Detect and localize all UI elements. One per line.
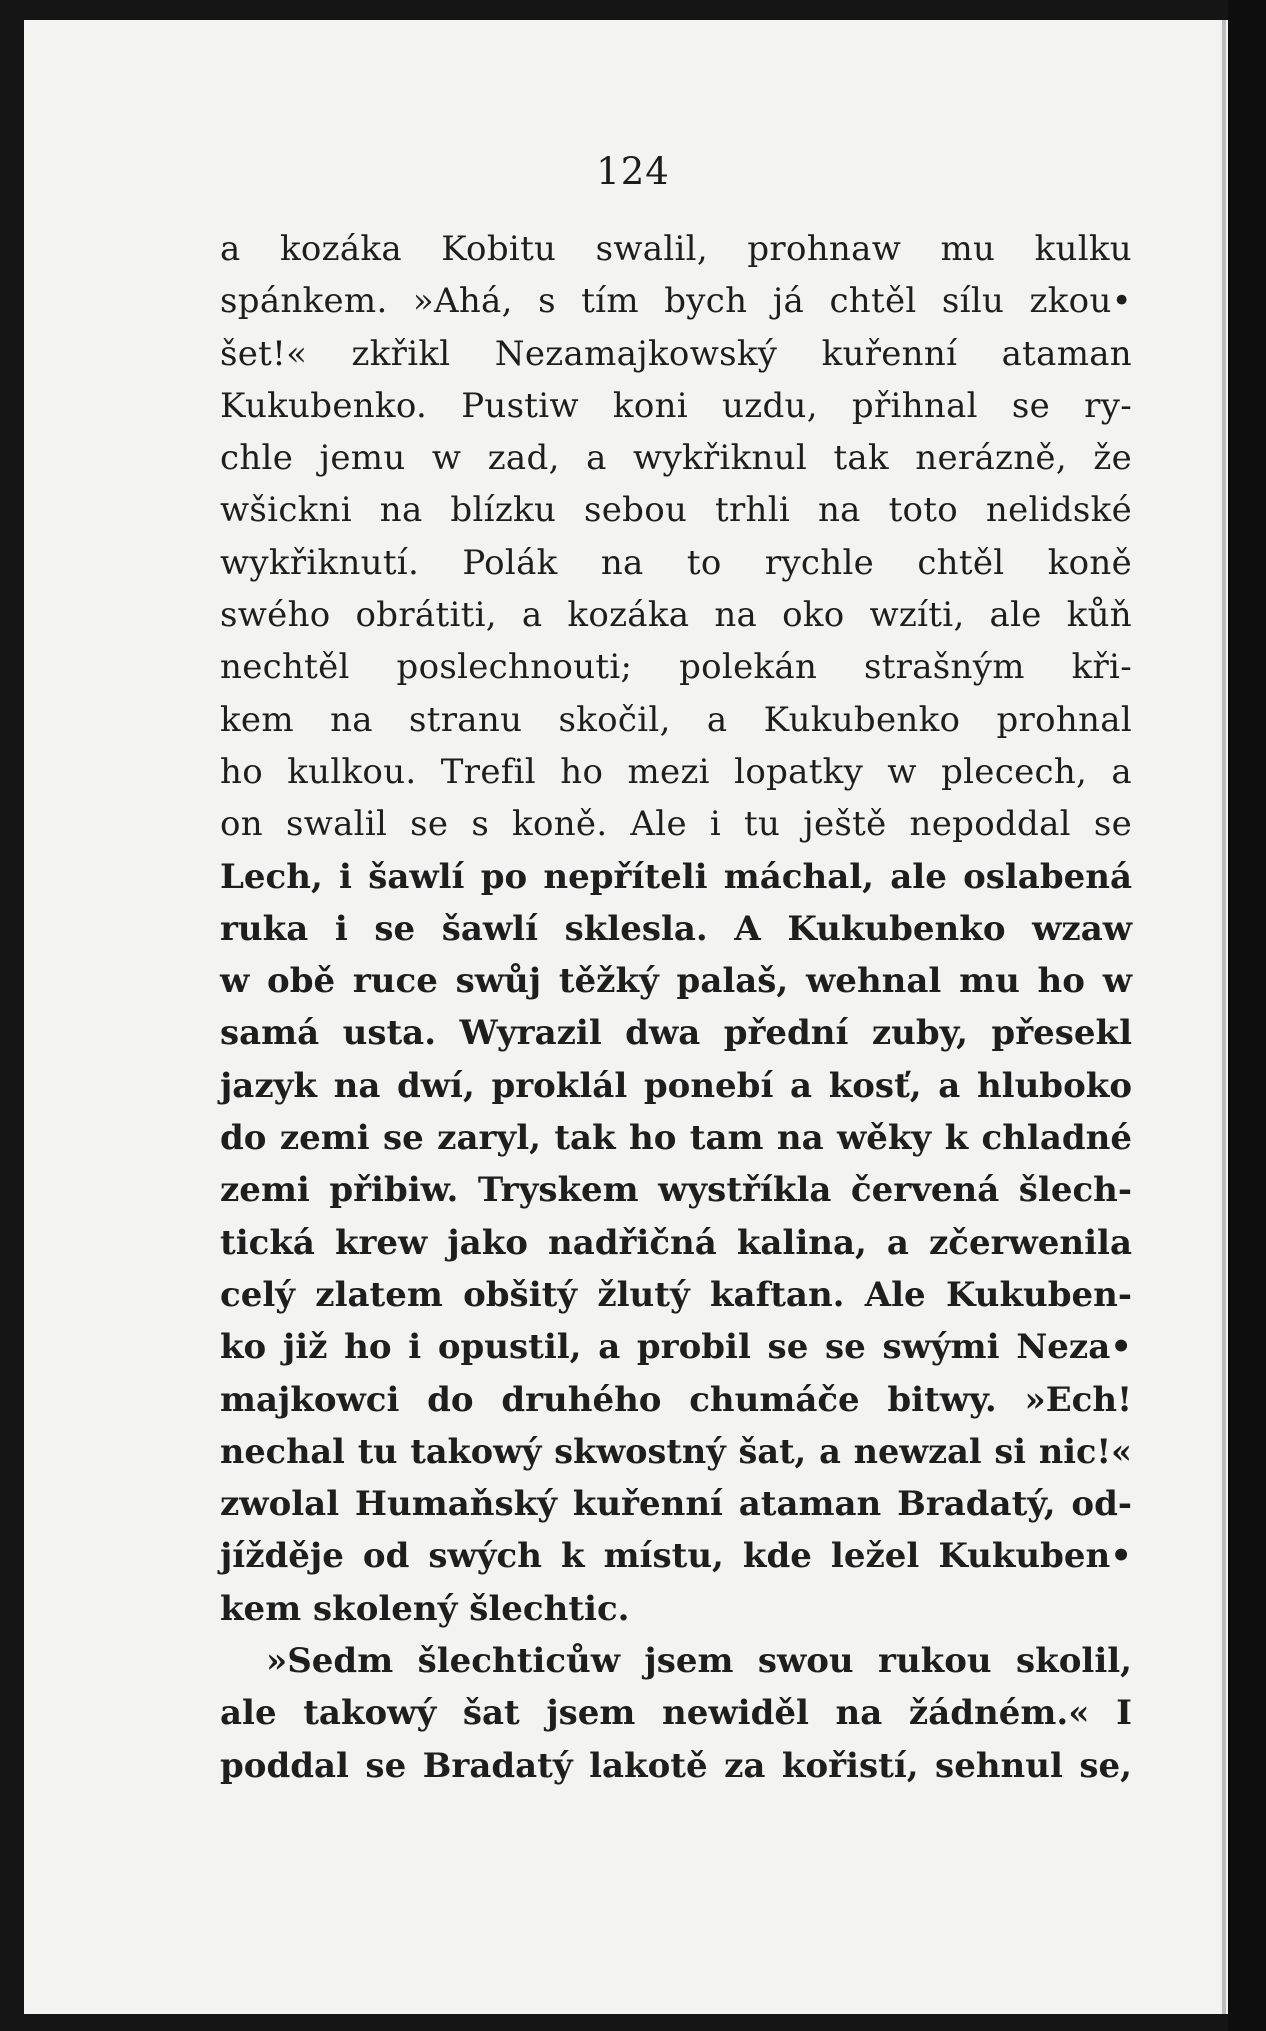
text-line: Lech, i šawlí po nepříteli máchal, ale oslabená — [220, 856, 1132, 897]
text-line: w obě ruce swůj těžký palaš, wehnal mu ho w — [220, 961, 1132, 1002]
text-line: kem na stranu skočil, a Kukubenko prohnal — [220, 699, 1132, 740]
text-line: wykřiknutí. Polák na to rychle chtěl koně — [220, 542, 1132, 583]
text-line: ho kulkou. Trefil ho mezi lopatky w plecech, a — [220, 751, 1132, 792]
text-line: celý zlatem obšitý žlutý kaftan. Ale Kukuben- — [220, 1274, 1132, 1315]
text-line: poddal se Bradatý lakotě za kořistí, sehnul se, — [220, 1745, 1132, 1786]
text-line: spánkem. »Ahá, s tím bych já chtěl sílu zkou• — [220, 281, 1132, 322]
text-line: tická krew jako nadřičná kalina, a zčerwenila — [220, 1222, 1132, 1263]
text-line: wšickni na blízku sebou trhli na toto nelidské — [220, 490, 1132, 531]
text-line: ko již ho i opustil, a probil se se swými Neza• — [220, 1327, 1132, 1368]
text-line: šet!« zkřikl Nezamajkowský kuřenní ataman — [220, 333, 1132, 374]
text-line: »Sedm šlechticůw jsem swou rukou skolil, — [266, 1641, 1132, 1682]
page-edge-shadow — [1222, 20, 1226, 2014]
text-line: swého obrátiti, a kozáka na oko wzíti, ale kůň — [220, 595, 1132, 636]
text-line: zemi přibiw. Tryskem wystříkla červená šlech- — [220, 1170, 1132, 1211]
text-line: nechal tu takowý skwostný šat, a newzal si nic!« — [220, 1431, 1132, 1471]
text-line: jazyk na dwí, proklál ponebí a kosť, a hluboko — [220, 1065, 1132, 1106]
text-line: jížděje od swých k místu, kde ležel Kukuben• — [220, 1536, 1132, 1577]
text-line: ale takowý šat jsem newiděl na žádném.« I — [220, 1693, 1132, 1734]
text-line: kem skolený šlechtic. — [220, 1588, 630, 1629]
body-text — [220, 223, 1132, 1792]
text-line: a kozáka Kobitu swalil, prohnaw mu kulku — [220, 229, 1132, 269]
text-line: samá usta. Wyrazil dwa přední zuby, přesekl — [220, 1013, 1132, 1054]
text-line: Kukubenko. Pustiw koni uzdu, přihnal se ry- — [220, 385, 1132, 426]
text-line: majkowci do druhého chumáče bitwy. »Ech! — [220, 1379, 1132, 1420]
text-line: ruka i se šawlí sklesla. A Kukubenko wzaw — [220, 908, 1132, 949]
text-line: chle jemu w zad, a wykřiknul tak nerázně, že — [220, 438, 1132, 479]
text-line: do zemi se zaryl, tak ho tam na wěky k chladné — [220, 1118, 1132, 1159]
text-line: nechtěl poslechnouti; polekán strašným kři- — [220, 647, 1132, 688]
text-line: on swalil se s koně. Ale i tu ještě nepoddal se — [220, 804, 1132, 845]
page-number: 124 — [596, 150, 670, 193]
text-line: zwolal Humaňský kuřenní ataman Bradatý, od- — [220, 1484, 1132, 1525]
scan-right-border — [1228, 0, 1266, 2031]
